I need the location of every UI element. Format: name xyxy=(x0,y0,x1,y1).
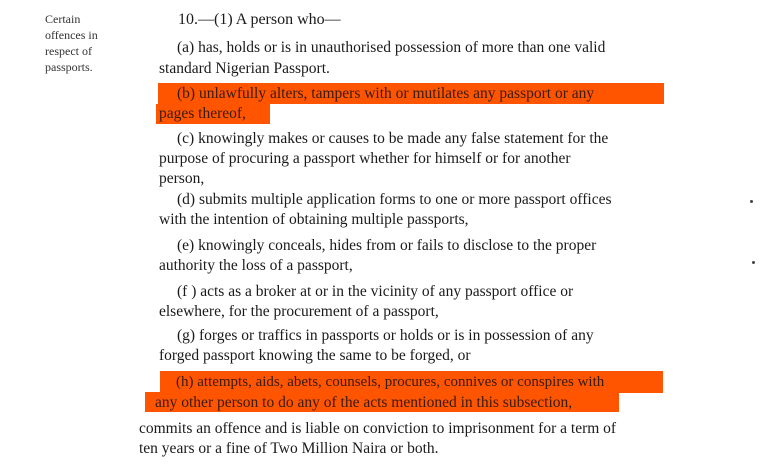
clause-a-line: standard Nigerian Passport. xyxy=(159,60,330,77)
margin-note-line: respect of xyxy=(45,44,92,58)
clause-a-line: (a) has, holds or is in unauthorised possession of more than one valid xyxy=(177,39,606,56)
margin-note-line: offences in xyxy=(45,28,98,42)
clause-c-line: person, xyxy=(159,170,205,187)
clause-d-line: (d) submits multiple application forms to one or more passport offices xyxy=(177,191,612,208)
clause-f-line: (f ) acts as a broker at or in the vicinity of any passport office or xyxy=(177,283,574,300)
clause-e-line: authority the loss of a passport, xyxy=(159,257,353,274)
clause-h-line: any other person to do any of the acts mentioned in this subsection, xyxy=(155,394,573,411)
scan-speck xyxy=(752,261,755,264)
section-heading: 10.—(1) A person who— xyxy=(178,11,341,28)
clause-d-line: with the intention of obtaining multiple passports, xyxy=(159,211,469,228)
margin-note xyxy=(45,11,98,75)
conclusion-line: ten years or a fine of Two Million Naira or both. xyxy=(139,440,439,457)
clause-e-line: (e) knowingly conceals, hides from or fails to disclose to the proper xyxy=(177,237,597,254)
clause-c-line: (c) knowingly makes or causes to be made any false statement for the xyxy=(177,130,609,147)
clause-f-line: elsewhere, for the procurement of a passport, xyxy=(159,303,439,320)
clause-c-line: purpose of procuring a passport whether for himself or for another xyxy=(159,150,571,167)
clause-g-line: (g) forges or traffics in passports or holds or is in possession of any xyxy=(177,327,594,344)
margin-note-line: passports. xyxy=(45,60,93,74)
clause-g-line: forged passport knowing the same to be forged, or xyxy=(159,347,471,364)
conclusion-line: commits an offence and is liable on conviction to imprisonment for a term of xyxy=(139,420,617,437)
margin-note-line: Certain xyxy=(45,12,81,26)
clause-h-line: (h) attempts, aids, abets, counsels, procures, connives or conspires with xyxy=(176,374,605,390)
clause-b-line: pages thereof, xyxy=(159,105,246,122)
scan-speck xyxy=(750,200,753,203)
clause-b-line: (b) unlawfully alters, tampers with or mutilates any passport or any xyxy=(177,85,595,102)
